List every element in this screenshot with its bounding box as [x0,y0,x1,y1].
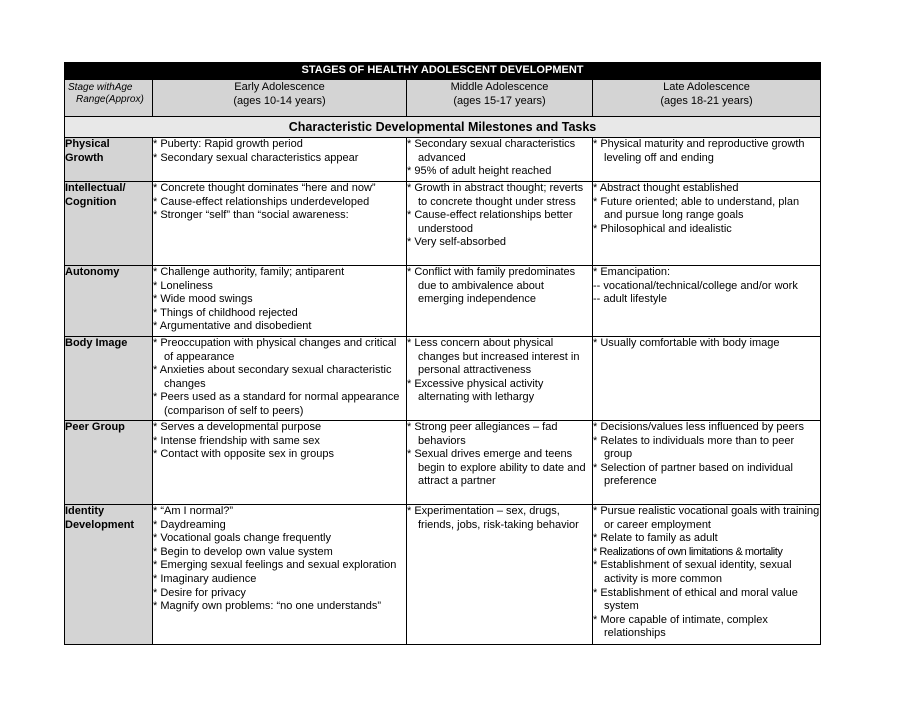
milestone-list [593,421,820,489]
milestone-item: * Less concern about physical changes but increased interest in personal attractiveness [407,337,580,377]
milestone-item: * More capable of intimate, complex relationships [593,613,768,640]
cell-early [153,182,407,266]
milestone-list [153,421,406,462]
milestone-item: * Concrete thought dominates “here and now” [153,182,376,194]
milestone-list [153,337,406,419]
milestone-item: * Emancipation: [593,266,671,278]
row-label-text: Body Image [65,337,128,349]
milestone-item: * Desire for privacy [153,586,246,599]
milestone-list [593,266,820,307]
milestone-list [407,182,592,250]
cell-late [593,337,821,421]
stage-range: (ages 10-14 years) [233,95,326,107]
milestone-item: * Establishment of sexual identity, sexual activity is more common [593,559,792,585]
stage-header-early [153,80,407,117]
milestone-list [407,337,592,405]
milestone-item: * Secondary sexual characteristics advanced [407,138,576,164]
cell-middle [407,505,593,645]
row-label [65,266,153,337]
row-label-text: Growth [65,151,104,164]
row-label [65,337,153,421]
stage-range: (ages 15-17 years) [453,95,546,107]
cell-late [593,421,821,505]
milestone-item: * Decisions/values less influenced by peers [593,421,804,433]
milestone-list [593,182,820,236]
cell-late [593,138,821,182]
milestone-item: * Intense friendship with same sex [153,434,320,447]
milestone-item: * Daydreaming [153,518,226,531]
milestone-list [407,138,592,179]
milestone-item: * Cause-effect relationships better understood [407,209,573,235]
table-title-row [65,63,821,80]
cell-middle [407,266,593,337]
milestone-list [593,337,820,351]
milestone-list [593,505,820,641]
cell-late [593,505,821,645]
milestone-item: * Physical maturity and reproductive growth leveling off and ending [593,138,805,164]
corner-header-line2: Range(Approx) [76,94,144,105]
row-label-text: Intellectual/ [65,182,126,194]
milestone-rows [65,138,821,645]
cell-late [593,182,821,266]
milestone-list [153,138,406,165]
milestone-item: * Establishment of ethical and moral value system [593,586,798,613]
milestone-item: * Stronger “self” than “social awareness: [153,209,349,222]
table-title: STAGES OF HEALTHY ADOLESCENT DEVELOPMENT [65,63,821,80]
milestone-item: * Realizations of own limitations & mortality [593,545,783,558]
row-identity-development [65,505,821,645]
milestone-item: * Puberty: Rapid growth period [153,138,303,150]
milestone-item: * Anxieties about secondary sexual characteristic changes [153,364,392,390]
milestone-item: * Abstract thought established [593,182,739,194]
milestone-item: * Sexual drives emerge and teens begin to explore ability to date and attract a partner [407,448,586,488]
milestone-item: * Very self-absorbed [407,236,507,249]
milestone-item: * Pursue realistic vocational goals with training or career employment [593,505,820,531]
milestone-item: * Cause-effect relationships underdeveloped [153,195,370,208]
section-title: Characteristic Developmental Milestones and Tasks [65,117,821,138]
row-label-text: Development [65,518,135,531]
stage-name: Late Adolescence [663,81,750,93]
cell-middle [407,182,593,266]
milestone-item: * Relates to individuals more than to peer group [593,434,795,461]
milestone-item: * Philosophical and idealistic [593,222,732,235]
cell-early [153,138,407,182]
section-title-row [65,117,821,138]
milestone-item: * Preoccupation with physical changes and critical of appearance [153,337,397,363]
milestone-item: * Vocational goals change frequently [153,532,331,545]
milestone-item: * Conflict with family predominates due to ambivalence about emerging independence [407,266,576,306]
cell-middle [407,421,593,505]
milestone-item: * Imaginary audience [153,572,257,585]
milestone-list [407,421,592,489]
stage-header-late [593,80,821,117]
stage-header-middle [407,80,593,117]
milestone-item: * Growth in abstract thought; reverts to concrete thought under stress [407,182,584,208]
stage-corner-header [65,80,153,117]
cell-early [153,421,407,505]
cell-early [153,337,407,421]
milestone-item: * Secondary sexual characteristics appear [153,151,359,164]
milestone-list [407,266,592,307]
milestone-item: * Relate to family as adult [593,532,718,545]
row-label-text: Autonomy [65,266,120,278]
milestone-item: * Magnify own problems: “no one understands” [153,600,382,613]
milestone-list [153,182,406,223]
milestone-item: * Loneliness [153,279,213,292]
stage-name: Early Adolescence [234,81,325,93]
milestone-list [407,505,592,532]
milestone-item: * Selection of partner based on individual preference [593,461,793,488]
cell-middle [407,337,593,421]
milestone-list [153,505,406,614]
row-label [65,421,153,505]
cell-middle [407,138,593,182]
row-label-text: Physical [65,138,110,150]
milestone-item: * Begin to develop own value system [153,545,333,558]
row-label-text: Identity [65,505,105,517]
cell-early [153,266,407,337]
milestone-item: * “Am I normal?” [153,505,234,517]
row-label [65,138,153,182]
milestone-item: * Experimentation – sex, drugs, friends, jobs, risk-taking behavior [407,505,579,531]
milestone-list [593,138,820,165]
milestone-item: * Serves a developmental purpose [153,421,322,433]
corner-header-line1: Stage withAge [68,82,133,93]
milestone-item: -- vocational/technical/college and/or work [593,279,798,292]
milestone-item: * Excessive physical activity alternating with lethargy [407,377,544,404]
milestone-item: * Things of childhood rejected [153,306,298,319]
milestone-list [153,266,406,334]
row-label [65,182,153,266]
row-label-text: Cognition [65,195,117,208]
milestone-item: * 95% of adult height reached [407,165,552,178]
milestone-item: * Strong peer allegiances – fad behaviors [407,421,558,447]
milestone-item: -- adult lifestyle [593,293,667,306]
milestone-item: * Usually comfortable with body image [593,337,780,349]
adolescent-development-table [64,62,821,645]
row-label-text: Peer Group [65,421,125,433]
cell-late [593,266,821,337]
row-physical-growth [65,138,821,182]
cell-early [153,505,407,645]
milestone-item: * Peers used as a standard for normal appearance (comparison of self to peers) [153,391,400,417]
stage-header-row [65,80,821,117]
row-label [65,505,153,645]
milestone-item: * Challenge authority, family; antiparent [153,266,345,278]
milestone-item: * Argumentative and disobedient [153,320,312,333]
stage-range: (ages 18-21 years) [660,95,753,107]
row-intellectual-cognition [65,182,821,266]
milestone-item: * Emerging sexual feelings and sexual exploration [153,559,397,572]
row-body-image [65,337,821,421]
milestone-item: * Future oriented; able to understand, plan and pursue long range goals [593,195,800,222]
row-autonomy [65,266,821,337]
row-peer-group [65,421,821,505]
milestone-item: * Wide mood swings [153,293,253,306]
milestone-item: * Contact with opposite sex in groups [153,448,334,461]
stage-name: Middle Adolescence [450,81,549,93]
